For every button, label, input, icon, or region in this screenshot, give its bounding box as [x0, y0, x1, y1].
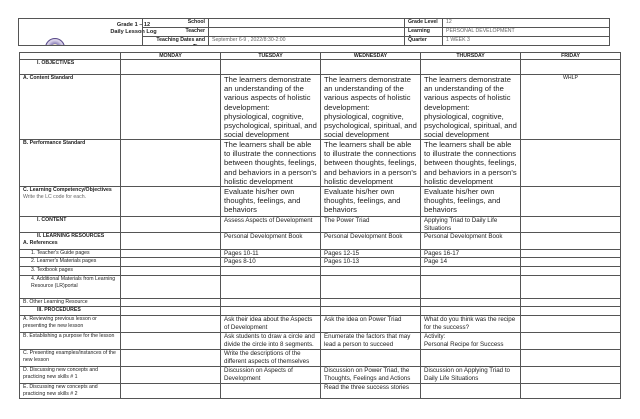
cell-wednesday[interactable] — [320, 275, 421, 299]
cell-tuesday[interactable] — [220, 383, 321, 399]
cell-friday[interactable] — [520, 383, 621, 399]
deped-seal-logo — [45, 38, 65, 46]
row-label — [19, 383, 121, 399]
row-label-text: 3. Textbook pages — [31, 267, 74, 273]
cell-monday[interactable] — [120, 232, 221, 250]
cell-monday[interactable] — [120, 315, 221, 333]
row-label-text: III. PROCEDURES — [37, 307, 81, 313]
grade-label: Grade Level — [404, 18, 443, 28]
day-header-wednesday: WEDNESDAY — [320, 52, 421, 60]
row-label-text: C. Learning Competency/Objectives — [23, 187, 112, 193]
cell-friday[interactable] — [520, 216, 621, 233]
cell-tuesday[interactable]: Pages 8-10 — [220, 257, 321, 267]
cell-monday[interactable] — [120, 349, 221, 367]
grade-field[interactable]: 12 — [442, 18, 610, 28]
cell-monday[interactable] — [120, 74, 221, 140]
cell-friday[interactable] — [520, 232, 621, 250]
cell-wednesday[interactable]: The learners shall be able to illustrate the connections between thoughts, feelings, and behaviors in a person's holistic development — [320, 139, 421, 187]
row-label-text: 1. Teacher's Guide pages — [31, 250, 90, 256]
row-label-text: I. OBJECTIVES — [37, 60, 75, 66]
day-header-monday: MONDAY — [120, 52, 221, 60]
cell-friday[interactable] — [520, 315, 621, 333]
cell-thursday[interactable] — [420, 59, 521, 75]
school-label: School — [142, 18, 209, 28]
day-header-friday: FRIDAY — [520, 52, 621, 60]
cell-monday[interactable] — [120, 383, 221, 399]
cell-wednesday[interactable] — [320, 349, 421, 367]
row-label — [19, 315, 121, 333]
cell-tuesday[interactable] — [220, 59, 321, 75]
title-line1: Grade 1 – 12 — [116, 22, 151, 28]
row-label — [19, 59, 121, 75]
row-label — [19, 74, 121, 140]
row-label-text: C. Presenting examples/instances of the new lesson — [23, 350, 116, 363]
cell-tuesday[interactable]: Ask students to draw a circle and divide the circle into 8 segments. — [220, 332, 321, 350]
cell-thursday[interactable]: Page 14 — [420, 257, 521, 267]
cell-friday[interactable] — [520, 349, 621, 367]
quarter-label: Quarter — [404, 36, 443, 46]
cell-thursday[interactable] — [420, 383, 521, 399]
cell-tuesday[interactable]: Personal Development Book — [220, 232, 321, 250]
cell-thursday[interactable]: What do you think was the recipe for the success? — [420, 315, 521, 333]
cell-wednesday[interactable]: Enumerate the factors that may lead a person to succeed — [320, 332, 421, 350]
cell-wednesday[interactable]: The learners demonstrate an understanding of the various aspects of holistic development: physiological, cognitive, psychological, spiritual, and social development — [320, 74, 421, 140]
row-sublabel: A. References — [23, 240, 58, 246]
cell-thursday[interactable] — [420, 349, 521, 367]
cell-wednesday[interactable]: Pages 10-13 — [320, 257, 421, 267]
day-header-tuesday: TUESDAY — [220, 52, 321, 60]
cell-friday[interactable] — [520, 59, 621, 75]
cell-thursday[interactable] — [420, 275, 521, 299]
cell-monday[interactable] — [120, 216, 221, 233]
row-label — [19, 349, 121, 367]
cell-wednesday[interactable]: Read the three success stories — [320, 383, 421, 399]
area-field[interactable]: PERSONAL DEVELOPMENT — [442, 27, 610, 37]
cell-friday[interactable] — [520, 332, 621, 350]
row-label-text: E. Discussing new concepts and practicing new skills # 2 — [23, 384, 98, 397]
cell-monday[interactable] — [120, 275, 221, 299]
row-label-text: 2. Learner's Materials pages — [31, 258, 97, 264]
cell-wednesday[interactable]: Pages 12-15 — [320, 249, 421, 258]
row-label — [19, 366, 121, 384]
row-label — [19, 139, 121, 187]
cell-friday[interactable] — [520, 366, 621, 384]
cell-wednesday[interactable]: Evaluate his/her own thoughts, feelings, and behaviors — [320, 186, 421, 217]
cell-tuesday[interactable]: The learners demonstrate an understanding of the various aspects of holistic development: physiological, cognitive, psychological, spiritual, and social development — [220, 74, 321, 140]
cell-tuesday[interactable]: Ask their idea about the Aspects of Development — [220, 315, 321, 333]
row-label — [19, 216, 121, 233]
row-label — [19, 275, 121, 299]
cell-thursday[interactable]: Personal Development Book — [420, 232, 521, 250]
cell-tuesday[interactable]: Discussion on Aspects of Development — [220, 366, 321, 384]
row-label-text: A. Content Standard — [23, 75, 74, 81]
cell-monday[interactable] — [120, 366, 221, 384]
day-header-thursday: THURSDAY — [420, 52, 521, 60]
cell-friday[interactable] — [520, 139, 621, 187]
area-label: Learning — [404, 27, 443, 37]
cell-tuesday[interactable]: Evaluate his/her own thoughts, feelings, and behaviors — [220, 186, 321, 217]
row-label-text: I. CONTENT — [37, 217, 67, 223]
row-label-text: B. Establishing a purpose for the lesson — [23, 333, 115, 339]
cell-wednesday[interactable]: Discussion on Power Triad, the Thoughts, Feelings and Actions — [320, 366, 421, 384]
row-label-text: II. LEARNING RESOURCES — [37, 233, 105, 239]
cell-tuesday[interactable]: Write the descriptions of the different aspects of themselves — [220, 349, 321, 367]
cell-wednesday[interactable]: Ask the idea on Power Triad — [320, 315, 421, 333]
cell-wednesday[interactable]: Personal Development Book — [320, 232, 421, 250]
cell-tuesday[interactable]: The learners shall be able to illustrate the connections between thoughts, feelings, and behaviors in a person's holistic development — [220, 139, 321, 187]
cell-thursday[interactable]: Discussion on Applying Triad to Daily Life Situations — [420, 366, 521, 384]
cell-wednesday[interactable] — [320, 59, 421, 75]
dates-label: Teaching Dates and — [142, 36, 209, 46]
cell-monday[interactable] — [120, 332, 221, 350]
cell-monday[interactable] — [120, 186, 221, 217]
cell-thursday[interactable]: The learners shall be able to illustrate the connections between thoughts, feelings, and behaviors in a person's holistic development — [420, 139, 521, 187]
cell-monday[interactable] — [120, 139, 221, 187]
row-label — [19, 332, 121, 350]
row-label-text: 4. Additional Materials from Learning Resource (LR)portal — [31, 276, 116, 289]
teacher-label: Teacher — [142, 27, 209, 37]
row-label-text: A. Reviewing previous lesson or presenting the new lesson — [23, 316, 97, 329]
cell-thursday[interactable]: The learners demonstrate an understanding of the various aspects of holistic development: physiological, cognitive, psychological, spiritual, and social development — [420, 74, 521, 140]
cell-thursday[interactable]: Pages 16-17 — [420, 249, 521, 258]
title-line2: Daily Lesson Log — [110, 29, 157, 35]
row-label — [19, 186, 121, 217]
dates-field[interactable]: September 6-9 , 2022/8:30-2:00 — [208, 36, 405, 46]
cell-thursday[interactable]: Applying Triad to Daily Life Situations — [420, 216, 521, 233]
row-label-text: B. Other Learning Resource — [23, 299, 88, 305]
row-label-text: D. Discussing new concepts and practicing new skills # 1 — [23, 367, 98, 380]
cell-wednesday[interactable]: The Power Triad — [320, 216, 421, 233]
cell-tuesday[interactable]: Assess Aspects of Development — [220, 216, 321, 233]
row-label-text: B. Performance Standard — [23, 140, 86, 146]
cell-friday[interactable] — [520, 186, 621, 217]
cell-tuesday[interactable] — [220, 275, 321, 299]
cell-tuesday[interactable]: Pages 10-11 — [220, 249, 321, 258]
cell-thursday[interactable]: Evaluate his/her own thoughts, feelings, and behaviors — [420, 186, 521, 217]
row-label — [19, 232, 121, 250]
cell-thursday[interactable]: Activity: Personal Recipe for Success — [420, 332, 521, 350]
quarter-field[interactable]: 1 WEEK 3 — [442, 36, 610, 46]
cell-monday[interactable] — [120, 59, 221, 75]
cell-friday[interactable] — [520, 275, 621, 299]
row-sublabel: Write the LC code for each. — [23, 194, 87, 200]
cell-friday[interactable]: WHLP — [520, 74, 621, 140]
